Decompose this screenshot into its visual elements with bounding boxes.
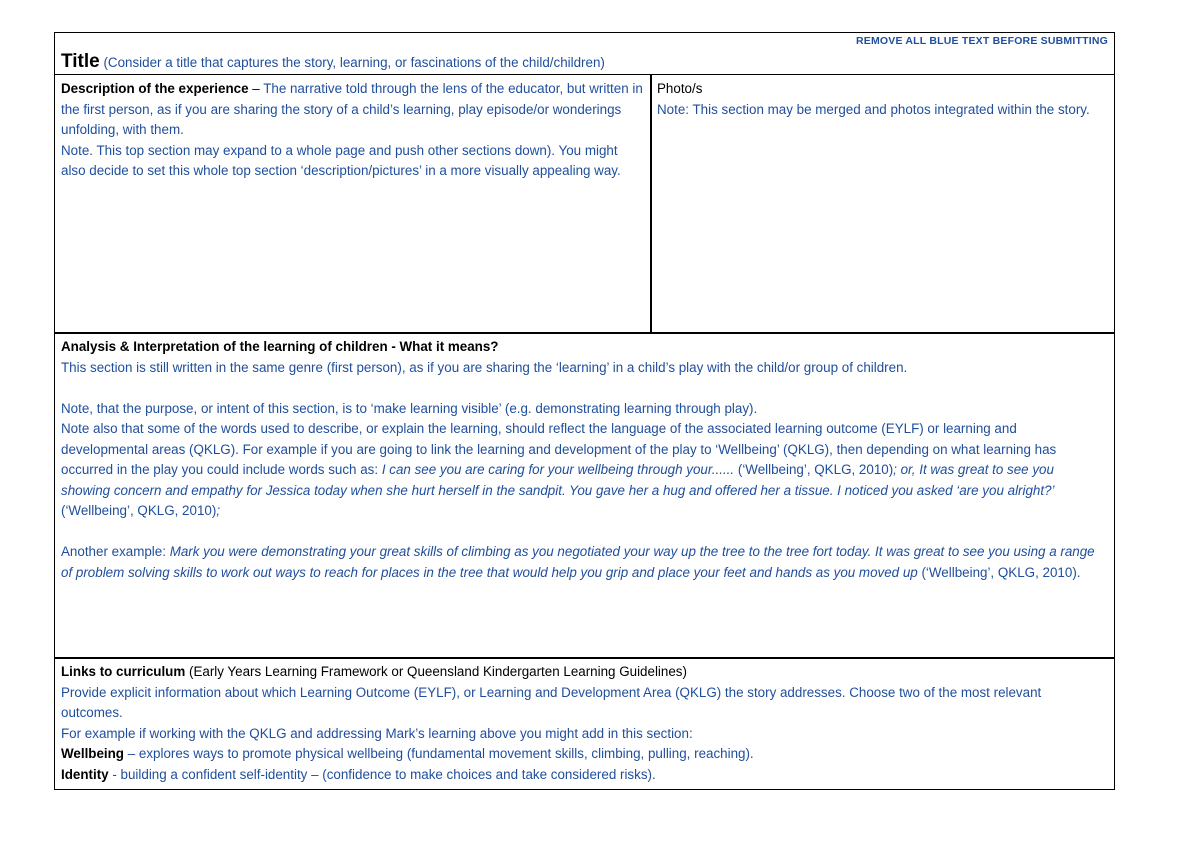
identity-label: Identity: [61, 766, 109, 782]
description-dash: –: [248, 81, 264, 96]
analysis-p3-citation-1: (‘Wellbeing’, QKLG, 2010): [734, 462, 894, 477]
wellbeing-label: Wellbeing: [61, 746, 124, 761]
links-heading: Links to curriculum: [61, 664, 186, 679]
analysis-section: [54, 332, 1115, 659]
links-heading-line: [61, 662, 1106, 683]
description-text: The narrative told through the lens of the educator, but written in the first person, as if you are sharing the story of a child’s learning, play episode/or wonderings unfolding, with them.: [61, 81, 643, 137]
paragraph-gap: [61, 522, 1106, 543]
links-identity-line: [61, 765, 1106, 786]
links-heading-hint: (Early Years Learning Framework or Queensland Kindergarten Learning Guidelines): [185, 664, 687, 679]
analysis-p4-example: Mark you were demonstrating your great skills of climbing as you negotiated your way up the tree to the tree fort today. It was great to see you using a range of problem solving skills to work out ways to reach for places in the tree that would help you grip and place your feet and hands as you moved up: [61, 544, 1095, 580]
photos-heading: Photo/s: [657, 81, 703, 96]
analysis-p3-example-1: I can see you are caring for your wellbeing through your......: [381, 462, 735, 477]
analysis-p4-lead: Another example:: [61, 544, 170, 559]
analysis-p4-citation: (‘Wellbeing’, QKLG, 2010).: [917, 564, 1081, 580]
links-paragraph-1: Provide explicit information about which Learning Outcome (EYLF), or Learning and Development Area (QKLG) the story addresses. Choose two of the most relevant outcomes.: [61, 684, 1042, 720]
title-section: [54, 32, 1115, 75]
title-hint: (Consider a title that captures the story, learning, or fascinations of the child/children): [99, 55, 605, 70]
analysis-paragraph-1: This section is still written in the same genre (first person), as if you are sharing the ‘learning’ in a child’s play with the child/or group of children.: [61, 359, 908, 375]
curriculum-links-section: [54, 657, 1115, 790]
analysis-paragraph-4: [61, 542, 1106, 583]
analysis-paragraph-3: [61, 419, 1106, 522]
remove-blue-text-note: REMOVE ALL BLUE TEXT BEFORE SUBMITTING: [855, 35, 1108, 47]
photos-section: [650, 74, 1115, 334]
description-note: Note. This top section may expand to a whole page and push other sections down). You might also decide to set this whole top section ‘description/pictures’ in a more visually appealing way.: [61, 142, 621, 178]
analysis-paragraph-2: Note, that the purpose, or intent of this section, is to ‘make learning visible’ (e.g. demonstrating learning through play).: [61, 400, 758, 416]
analysis-p3-citation-2: (‘Wellbeing’, QKLG, 2010): [61, 503, 217, 518]
wellbeing-text: – explores ways to promote physical wellbeing (fundamental movement skills, climbing, pulling, reaching).: [124, 746, 754, 761]
analysis-p3-end: ;: [216, 503, 221, 518]
links-paragraph-2: For example if working with the QKLG and addressing Mark’s learning above you might add in this section:: [61, 725, 693, 741]
photos-note: Note: This section may be merged and photos integrated within the story.: [657, 101, 1090, 117]
analysis-p3-text: Note also that some of the words used to describe, or explain the learning, should reflect the language of the associated learning outcome (EYLF) or learning and developmental areas (QKLG). For example if you are going to link the learning and development of the play to ‘Wellbeing’ (QKLG), then depending on what learning has occurred in the play you could include words such as:: [61, 421, 1057, 477]
analysis-p3-example-2: ; or, It was great to see you showing concern and empathy for Jessica today when she hurt herself in the sandpit. You gave her a hug and offered her a tissue. I noticed you asked ‘are you alright?’: [61, 462, 1055, 498]
description-paragraph: [61, 79, 643, 141]
analysis-heading: Analysis & Interpretation of the learning of children - What it means?: [61, 339, 499, 354]
title-line: [61, 51, 605, 74]
paragraph-gap: [61, 378, 1106, 399]
description-heading: Description of the experience: [61, 81, 249, 96]
description-section: [54, 74, 652, 334]
identity-text: - building a confident self-identity – (confidence to make choices and take considered risks).: [108, 766, 656, 782]
links-wellbeing-line: [61, 744, 1106, 765]
title-label: Title: [61, 51, 100, 72]
